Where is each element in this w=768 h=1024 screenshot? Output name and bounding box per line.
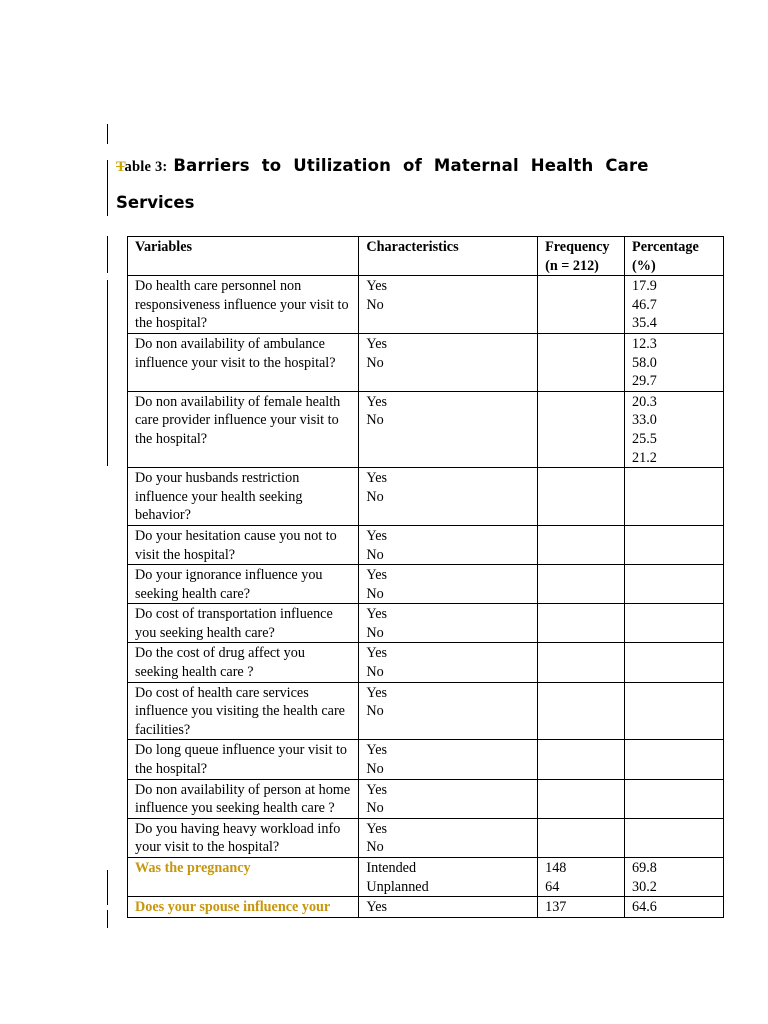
cell-characteristics: Yes No xyxy=(359,333,538,391)
cell-percentage xyxy=(625,818,724,857)
cell-characteristics: Yes No xyxy=(359,682,538,740)
cell-frequency xyxy=(538,643,625,682)
cell-variable: Do non availability of person at home influence you seeking health care ? xyxy=(128,779,359,818)
cell-frequency xyxy=(538,818,625,857)
table-row xyxy=(128,276,724,334)
cell-characteristics: Yes No xyxy=(359,565,538,604)
revision-bar xyxy=(107,910,108,928)
cell-frequency xyxy=(538,333,625,391)
cell-frequency xyxy=(538,391,625,467)
table-row xyxy=(128,565,724,604)
revision-bar xyxy=(107,870,108,905)
cell-variable: Was the pregnancy xyxy=(128,858,359,897)
table-label: Table 3: xyxy=(116,159,168,175)
table-row xyxy=(128,525,724,564)
cell-frequency xyxy=(538,276,625,334)
table-row xyxy=(128,682,724,740)
table-header-row xyxy=(128,237,724,276)
header-variables: Variables xyxy=(128,237,359,276)
cell-percentage xyxy=(625,643,724,682)
cell-characteristics: Yes No xyxy=(359,604,538,643)
cell-characteristics: Yes No xyxy=(359,525,538,564)
table-title-continued: Services xyxy=(116,193,195,212)
table-row xyxy=(128,643,724,682)
cell-frequency xyxy=(538,740,625,779)
cell-percentage: 17.9 46.7 35.4 xyxy=(625,276,724,334)
cell-characteristics: Intended Unplanned xyxy=(359,858,538,897)
revision-bar xyxy=(107,236,108,273)
cell-frequency xyxy=(538,525,625,564)
cell-variable: Do you having heavy workload info your visit to the hospital? xyxy=(128,818,359,857)
cell-percentage xyxy=(625,468,724,526)
cell-percentage: 20.3 33.0 25.5 21.2 xyxy=(625,391,724,467)
cell-variable: Do cost of transportation influence you seeking health care? xyxy=(128,604,359,643)
header-percentage: Percentage (%) xyxy=(625,237,724,276)
cell-frequency xyxy=(538,565,625,604)
cell-frequency: 137 xyxy=(538,897,625,918)
cell-percentage xyxy=(625,604,724,643)
cell-characteristics: Yes No xyxy=(359,391,538,467)
cell-frequency: 148 64 xyxy=(538,858,625,897)
table-row xyxy=(128,858,724,897)
cell-frequency xyxy=(538,604,625,643)
cell-variable: Do long queue influence your visit to the hospital? xyxy=(128,740,359,779)
table-row xyxy=(128,333,724,391)
table-row xyxy=(128,391,724,467)
table-title: Barriers to Utilization of Maternal Health Care xyxy=(173,156,649,175)
cell-characteristics: Yes No xyxy=(359,779,538,818)
table-row xyxy=(128,818,724,857)
cell-characteristics: Yes No xyxy=(359,818,538,857)
cell-characteristics: Yes No xyxy=(359,468,538,526)
cell-frequency xyxy=(538,682,625,740)
revision-bar xyxy=(107,124,108,144)
cell-percentage: 64.6 xyxy=(625,897,724,918)
table-row xyxy=(128,740,724,779)
revision-bar xyxy=(107,280,108,466)
barriers-table xyxy=(127,236,724,918)
cell-variable: Do health care personnel non responsiveness influence your visit to the hospital? xyxy=(128,276,359,334)
cell-frequency xyxy=(538,779,625,818)
cell-variable: Do your husbands restriction influence your health seeking behavior? xyxy=(128,468,359,526)
table-row xyxy=(128,897,724,918)
table-row xyxy=(128,604,724,643)
cell-percentage xyxy=(625,525,724,564)
table-row xyxy=(128,779,724,818)
cell-variable: Does your spouse influence your xyxy=(128,897,359,918)
cell-characteristics: Yes No xyxy=(359,740,538,779)
cell-percentage xyxy=(625,565,724,604)
header-frequency: Frequency (n = 212) xyxy=(538,237,625,276)
cell-percentage xyxy=(625,779,724,818)
cell-variable: Do your ignorance influence you seeking health care? xyxy=(128,565,359,604)
table-caption xyxy=(116,156,676,212)
cell-percentage: 69.8 30.2 xyxy=(625,858,724,897)
table-row xyxy=(128,468,724,526)
cell-frequency xyxy=(538,468,625,526)
cell-variable: Do non availability of female health care provider influence your visit to the hospital? xyxy=(128,391,359,467)
cell-variable: Do cost of health care services influence you visiting the health care facilities? xyxy=(128,682,359,740)
revision-bar xyxy=(107,160,108,216)
cell-variable: Do the cost of drug affect you seeking health care ? xyxy=(128,643,359,682)
cell-variable: Do non availability of ambulance influence your visit to the hospital? xyxy=(128,333,359,391)
cell-characteristics: Yes No xyxy=(359,643,538,682)
cell-characteristics: Yes No xyxy=(359,276,538,334)
cell-percentage xyxy=(625,740,724,779)
header-characteristics: Characteristics xyxy=(359,237,538,276)
cell-percentage xyxy=(625,682,724,740)
cell-percentage: 12.3 58.0 29.7 xyxy=(625,333,724,391)
cell-variable: Do your hesitation cause you not to visit the hospital? xyxy=(128,525,359,564)
cell-characteristics: Yes xyxy=(359,897,538,918)
